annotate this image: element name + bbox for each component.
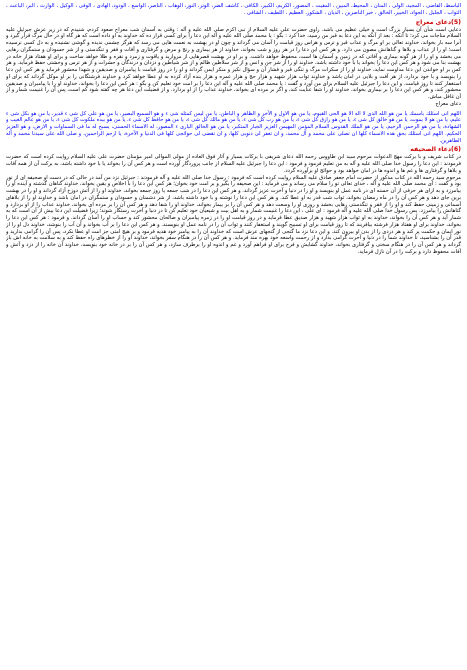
section-5-heading: (5)دعاى معراج	[415, 18, 461, 26]
section-5-paragraph: دعايى است شأن آن بسيار بزرگ است و خيلى عظيم مى باشد. راوى حضرت على عليه السلام از نبى اكرم صلى الله عليه و آله : وقتى به آسمان شب معراج صعود كردم، شنيدم كه در زير عرش جبرئيل عليه السلام مناجات مى كرد؛ تا آنكه : بعد از آنكه به اين دعا به قبر من رسيد، خدا كرد : بگو : يا محمد صلى الله عليه و آله اين دعا را براى كسى قرار ده كه خداوند به او داده است كه هر گاه او در حال مرگ قرار گيرد و آنرا سه بار بخواند، خداوند تعالى بر او مرگ و عذاب قبر و ترس و هراس روز قيامت را آسان مى گرداند و چون او در بهشت به نعمت هايى مى رسد كه هرگز چشمى نديده و گوشى نشنيده و به دل كسى نرسيده است؛ او را از عذاب و بلاها و گناهانش مصون مى دارد. و هر كس اين دعا را در هر روز و شب بخواند، خداوند از هر بيمارى و رنج و مرض و گرفتارى و آفات و فقر و تنگدستى و از شر حسودان و ستمگران رهايى مى بخشد و او را از هر گونه بيمارى و آفاتى كه در زمين و آسمان ها است، محفوظ خواهد داشت. و بر او در بهشت قصرهايى از مرواريد و ياقوت و زمرد و نقره و طلا خواهد ساخت و براى او هفتاد هزار خانه در بهشت بنا مى شود و هر كس اين دعا را بخواند يا با خود داشته باشد، خداوند او را از شر جن و انس و از شر سلاطين ظالم و از شر شياطين و دزدان و درندگان و حشرات و از هر ترس و وحشتى حفظ فرمايد. و هر كس بر او خواندن اين دعا مداومت نمايد، خداوند او را از سكرات مرگ و تنگى قبر و فشار آن و سؤال نكير و منكر ايمن گرداند و او را در روز قيامت با پيامبران و صديقين و شهدا محشور فرمايد و هر كس اين دعا را بنويسد و با خود بردارد، از هر آفت و بلايى در امان باشد و خداوند ثواب هزار شهيد و هزار حج و هزار عمره و هزار بنده آزاد كرده به او عطا خواهد كرد و خداوند فرشتگانى را بر او موكل گرداند كه براى او استغفار كنند تا روز قيامت. و اين دعا را جبرئيل عليه السلام براى من آورد و گفت : يا محمد صلى الله عليه و آله اين دعا را بر امت خود تعليم كن و بگو : هر كس اين دعا را بخواند، خداوند او را با پيامبران و صديقين محشور كند، و هر كس اين دعا را بر بيمارى بخواند، خداوند او را شفا عنايت كند، و اگر بر مرده اى بخواند، خداوند عذاب را از او بردارد. و از فضيلت اين دعا هر چه گفته شود كم است، پس آن را غنيمت شمار و از آن غافل مباش.	[6, 26, 461, 100]
section-6-paragraph-1: در كتاب شريف و با بركت مهج الدعوات مرحوم سيد ابن طاووس رحمه الله دعاى شريفى با بركات بسيار و آثار فوق العاده از مولى الموالى امير مؤمنان حضرت على عليه السلام روايت كرده است كه حضرت فرمودند : اين دعا را رسول خدا صلى الله عليه و آله به من تعليم فرمود و فرمود : اين دعا را جبرئيل عليه السلام از جانب پروردگار آورده است و هر كس آن را بخواند يا با خود داشته باشد، به بركت آن از همه آفات و بلاها و گرفتارى ها و غم ها و اندوه ها در امان خواهد بود و حوائج او برآورده گردد.	[6, 154, 461, 174]
section-6-paragraph-2: مرحوم سيد رحمه الله در كتاب مذكور از حضرت امام جعفر صادق عليه السلام روايت كرده است كه فرمود : رسول خدا صلى الله عليه و آله فرمودند : جبرئيل نزد من آمد در حالى كه در دست او صحيفه اى از نور بود و گفت : اى محمد صلى الله عليه و آله ، خداى تعالى تو را سلام مى رساند و مى فرمايد : اين صحيفه را بگير و بر امت خود بخوان؛ هر كس اين دعا را با اخلاص و يقين بخواند، خداوند گناهان گذشته و آينده او را بيامرزد و به ازاى هر حرفى از آن حسنه اى در نامه عمل او بنويسد و او را در دنيا و آخرت عزيز گرداند. و هر كس اين دعا را در شب جمعه يا روز جمعه بخواند، خداوند او را از آتش دوزخ آزاد گرداند و او را در بهشت برين جاى دهد و هر كس آن را در ماه رمضان بخواند، ثواب شب قدر به او عطا كند. و هر كس اين دعا را نوشته و با خود داشته باشد، از شر دشمنان و حسودان و ستمگران در امان باشد و خداوند او را از بلاهاى آسمانى و زمينى حفظ كند و او را از فقر و تنگدستى رهايى بخشد و روزى او را وسعت دهد و هر كس آن را بر بيمار بخواند، خداوند او را شفا دهد و هر كس آن را بر مرده اى بخواند، خداوند عذاب را از او بردارد و گناهانش را بيامرزد. پس رسول خدا صلى الله عليه و آله فرمود : اى على ، اين دعا را غنيمت شمار و به اهل بيت و شيعيان خود تعليم كن تا در دنيا و آخرت رستگار شوند؛ زيرا فضيلت اين دعا بيش از آن است كه به شمار آيد و هر كس آن را بخواند، خداوند به او ثواب هزار شهيد و هزار صديق عطا فرمايد و در روز قيامت او را در زمره پيامبران و صالحان محشور كند و حساب او را آسان گرداند. و فرمود : هر كس اين دعا را بخواند، خداوند براى او هفتاد هزار فرشته بيافريند كه تا روز قيامت براى او تسبيح گويند و استغفار كنند و ثواب آن را در نامه عمل او بنويسند. و هر كس اين دعا را بر آب بخواند و آن آب را بنوشد، خداوند دل او را از نور ايمان و حكمت پر كند و هر دردى را از بدن او بيرون كند. و اين دعا نزد ما گنجى از گنجهاى عرش است كه خداوند آن را به پيامبر خود هديه فرمود و بر هيچ امتى جز امت او عطا نكرد، پس آن را گرامى بداريد و قدر آن را بشناسيد، تا خداوند شما را در دنيا و آخرت گرامى بدارد و از رحمت واسعه خود بهره مند فرمايد. و هر كس آن را در هنگام سفر بخواند، خداوند او را از خطرهاى راه حفظ كند و به سلامت به خانه اش باز گرداند و هر كس آن را در هنگام سختى و گرفتارى بخواند، خداوند گشايش و فرج براى او فراهم آورد و غم و اندوه او را برطرف سازد، و هر كس آن را بر در خانه خود بنويسد، خداوند آن خانه را از دزد و آتش و آفات محفوظ دارد و بركت را در آن نازل فرمايد.	[6, 174, 461, 255]
section-6-heading: (6)دعاء الصحيفه	[410, 146, 461, 154]
document-page	[6, 3, 461, 667]
intro-names-paragraph: الباسط، القاضى ، المجيد، الولى ، المنان ، المحيط، المبين ، المقيت ، المصور، الكريم، الكبير، الكافى ، كاشف الضر، الوتر، النور، الوهاب ، الناصر، الواسع ، الودود، الهادى ، الوفى ، الوكيل ، الوارث ، البر، الباعث ، التواب ، الجليل ، الجواد، الخبير، الخالق ، خير الناصرين ، الديان ، الشكور، العظيم ، اللطيف ، الشافى .	[6, 3, 461, 16]
section-5-prayer-text: اللهم انى اسئلك باسمك يا من هو الله الذى لا اله الا هو الحى القيوم، يا من هو الاول و الآخر و الظاهر و الباطن، يا من ليس كمثله شى ء و هو السميع البصير، يا من هو على كل شى ء قدير، يا من هو بكل شى ء عليم، يا من هو لا يموت، يا من هو خالق كل شى ء، يا من هو رازق كل شى ء، يا من هو رب كل شى ء، يا من هو مالك كل شى ء، يا من هو حافظ كل شى ء، يا من هو بيده ملكوت كل شى ء، يا من هو عالم الغيب و الشهادة، يا من هو الرحمن الرحيم، يا من هو الملك القدوس السلام المؤمن المهيمن العزيز الجبار المتكبر، يا من هو الخالق البارى ء المصور، له الاسماء الحسنى، يسبح له ما فى السماوات و الارض، و هو العزيز الحكيم. اللهم انى اسئلك بحق هذه الاسماء كلها ان تصلى على محمد و آل محمد، و ان تغفر لى ذنوبى كلها، و ان تقضى لى حوائجى كلها فى الدنيا و الآخرة، يا ارحم الراحمين، و صلى الله على سيدنا محمد و آله الطاهرين.	[6, 110, 461, 144]
section-5-prayer-title: دعاى معراج	[435, 100, 461, 107]
